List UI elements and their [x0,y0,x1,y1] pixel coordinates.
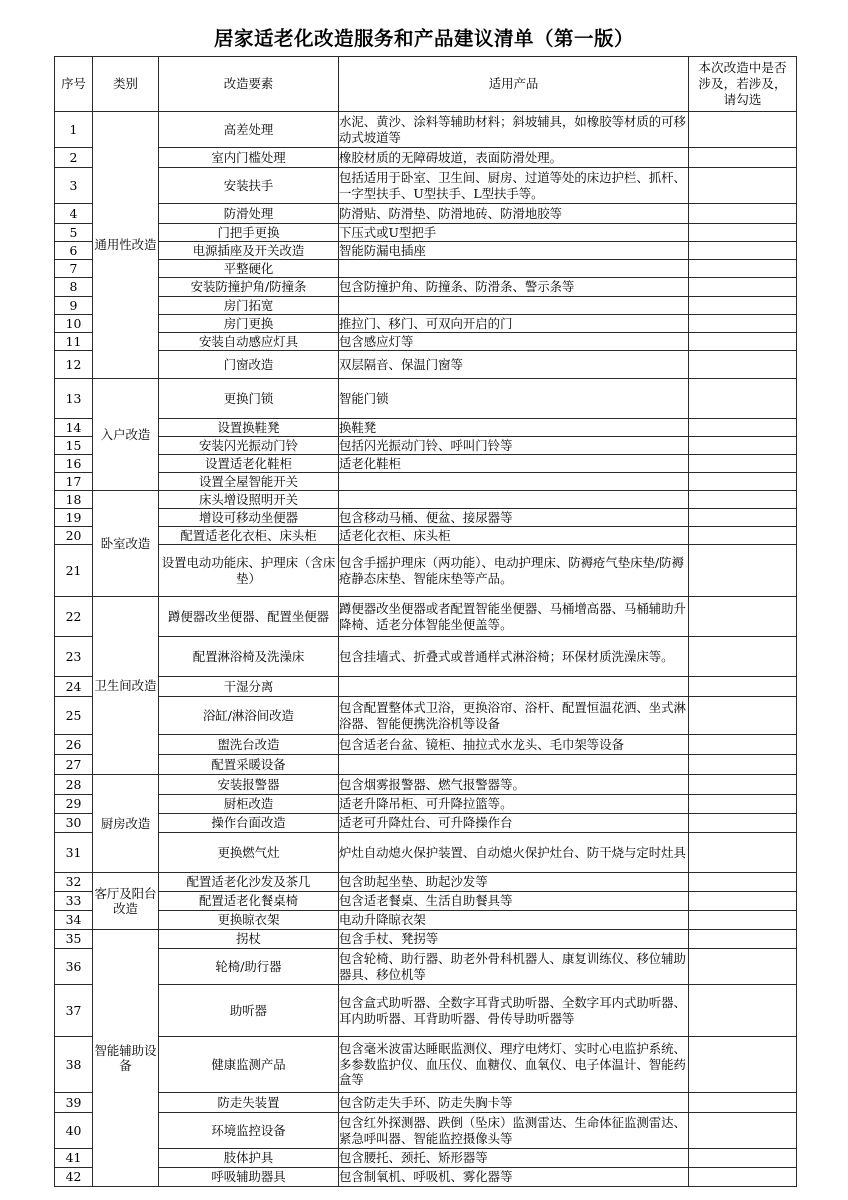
product-cell [339,473,689,491]
row-number: 15 [55,437,93,455]
row-number: 40 [55,1113,93,1149]
product-cell: 包含腰托、颈托、矫形器等 [339,1149,689,1168]
checkbox-cell[interactable] [689,1037,797,1093]
product-cell: 双层隔音、保温门窗等 [339,351,689,379]
row-number: 29 [55,795,93,814]
row-number: 10 [55,315,93,333]
row-number: 7 [55,260,93,278]
row-number: 34 [55,911,93,930]
table-row [55,112,797,148]
checkbox-cell[interactable] [689,297,797,315]
checkbox-cell[interactable] [689,1149,797,1168]
element-cell: 房门更换 [159,315,339,333]
product-cell: 适老化衣柜、床头柜 [339,527,689,545]
checkbox-cell[interactable] [689,473,797,491]
table-row [55,333,797,351]
element-cell: 配置采暖设备 [159,755,339,775]
product-cell: 橡胶材质的无障碍坡道，表面防滑处理。 [339,148,689,168]
checkbox-cell[interactable] [689,242,797,260]
checkbox-cell[interactable] [689,735,797,755]
header-element: 改造要素 [159,57,339,112]
element-cell: 安装防撞护角/防撞条 [159,278,339,297]
row-number: 19 [55,509,93,527]
element-cell: 拐杖 [159,930,339,949]
element-cell: 门把手更换 [159,224,339,242]
checkbox-cell[interactable] [689,1168,797,1187]
checkbox-cell[interactable] [689,351,797,379]
product-cell: 水泥、黄沙、涂料等辅助材料；斜坡辅具，如橡胶等材质的可移动式坡道等 [339,112,689,148]
row-number: 8 [55,278,93,297]
product-cell [339,297,689,315]
table-row [55,1037,797,1093]
table-row [55,637,797,677]
row-number: 5 [55,224,93,242]
element-cell: 健康监测产品 [159,1037,339,1093]
product-cell: 适老化鞋柜 [339,455,689,473]
row-number: 27 [55,755,93,775]
header-check: 本次改造中是否涉及，若涉及，请勾选 [689,57,797,112]
table-row [55,755,797,775]
category-cell: 厨房改造 [93,775,159,873]
product-cell [339,491,689,509]
checkbox-cell[interactable] [689,545,797,597]
table-row [55,315,797,333]
row-number: 1 [55,112,93,148]
table-row [55,873,797,892]
element-cell: 配置适老化衣柜、床头柜 [159,527,339,545]
checkbox-cell[interactable] [689,755,797,775]
row-number: 28 [55,775,93,795]
checklist-table [54,56,797,1187]
checkbox-cell[interactable] [689,1113,797,1149]
checkbox-cell[interactable] [689,509,797,527]
element-cell: 高差处理 [159,112,339,148]
row-number: 21 [55,545,93,597]
table-row [55,491,797,509]
product-cell [339,260,689,278]
checkbox-cell[interactable] [689,949,797,985]
element-cell: 防滑处理 [159,204,339,224]
row-number: 16 [55,455,93,473]
checkbox-cell[interactable] [689,315,797,333]
product-cell: 包含配置整体式卫浴，更换浴帘、浴杆、配置恒温花洒、坐式淋浴器、智能便携洗浴机等设备 [339,697,689,735]
checkbox-cell[interactable] [689,930,797,949]
category-cell: 卫生间改造 [93,597,159,775]
table-row [55,1168,797,1187]
checklist-table-container [54,56,796,1187]
table-row [55,168,797,204]
element-cell: 更换门锁 [159,379,339,419]
product-cell: 包含防撞护角、防撞条、防滑条、警示条等 [339,278,689,297]
row-number: 17 [55,473,93,491]
element-cell: 肢体护具 [159,1149,339,1168]
element-cell: 环境监控设备 [159,1113,339,1149]
row-number: 42 [55,1168,93,1187]
element-cell: 配置适老化沙发及茶几 [159,873,339,892]
product-cell: 炉灶自动熄火保护装置、自动熄火保护灶台、防干烧与定时灶具 [339,833,689,873]
checkbox-cell[interactable] [689,491,797,509]
row-number: 26 [55,735,93,755]
element-cell: 蹲便器改坐便器、配置坐便器 [159,597,339,637]
row-number: 3 [55,168,93,204]
table-row [55,677,797,697]
product-cell: 智能门锁 [339,379,689,419]
category-cell: 智能辅助设备 [93,930,159,1187]
element-cell: 盥洗台改造 [159,735,339,755]
checkbox-cell[interactable] [689,911,797,930]
row-number: 2 [55,148,93,168]
product-cell: 包含适老台盆、镜柜、抽拉式水龙头、毛巾架等设备 [339,735,689,755]
row-number: 22 [55,597,93,637]
checkbox-cell[interactable] [689,333,797,351]
element-cell: 厨柜改造 [159,795,339,814]
checkbox-cell[interactable] [689,697,797,735]
product-cell: 包含烟雾报警器、燃气报警器等。 [339,775,689,795]
table-row [55,224,797,242]
table-row [55,911,797,930]
element-cell: 室内门槛处理 [159,148,339,168]
row-number: 30 [55,814,93,833]
checkbox-cell[interactable] [689,112,797,148]
checkbox-cell[interactable] [689,795,797,814]
element-cell: 设置电动功能床、护理床（含床垫） [159,545,339,597]
row-number: 25 [55,697,93,735]
product-cell: 包含红外探测器、跌倒（坠床）监测雷达、生命体征监测雷达、紧急呼叫器、智能监控摄像头等 [339,1113,689,1149]
product-cell: 包含感应灯等 [339,333,689,351]
row-number: 6 [55,242,93,260]
row-number: 13 [55,379,93,419]
row-number: 31 [55,833,93,873]
table-row [55,455,797,473]
table-row [55,930,797,949]
element-cell: 安装扶手 [159,168,339,204]
table-row [55,892,797,911]
table-row [55,795,797,814]
product-cell: 推拉门、移门、可双向开启的门 [339,315,689,333]
category-cell: 入户改造 [93,379,159,491]
product-cell: 适老可升降灶台、可升降操作台 [339,814,689,833]
checkbox-cell[interactable] [689,419,797,437]
product-cell: 包含助起坐垫、助起沙发等 [339,873,689,892]
element-cell: 房门拓宽 [159,297,339,315]
table-row [55,985,797,1037]
element-cell: 配置淋浴椅及洗澡床 [159,637,339,677]
table-row [55,1113,797,1149]
product-cell: 包含制氧机、呼吸机、雾化器等 [339,1168,689,1187]
table-row [55,833,797,873]
element-cell: 安装报警器 [159,775,339,795]
row-number: 20 [55,527,93,545]
row-number: 41 [55,1149,93,1168]
row-number: 12 [55,351,93,379]
table-row [55,242,797,260]
row-number: 38 [55,1037,93,1093]
checkbox-cell[interactable] [689,892,797,911]
row-number: 32 [55,873,93,892]
table-row [55,949,797,985]
category-cell: 通用性改造 [93,112,159,379]
product-cell: 包含手摇护理床（两功能）、电动护理床、防褥疮气垫床垫/防褥疮静态床垫、智能床垫等产品。 [339,545,689,597]
header-row [55,57,797,112]
product-cell: 包含防走失手环、防走失胸卡等 [339,1093,689,1113]
table-row [55,509,797,527]
row-number: 36 [55,949,93,985]
category-cell: 客厅及阳台改造 [93,873,159,930]
product-cell: 下压式或U型把手 [339,224,689,242]
element-cell: 更换燃气灶 [159,833,339,873]
checkbox-cell[interactable] [689,677,797,697]
element-cell: 设置全屋智能开关 [159,473,339,491]
table-row [55,597,797,637]
table-row [55,473,797,491]
element-cell: 操作台面改造 [159,814,339,833]
table-row [55,260,797,278]
checkbox-cell[interactable] [689,985,797,1037]
table-row [55,775,797,795]
table-row [55,545,797,597]
product-cell: 包含移动马桶、便盆、接尿器等 [339,509,689,527]
checkbox-cell[interactable] [689,637,797,677]
row-number: 11 [55,333,93,351]
row-number: 9 [55,297,93,315]
element-cell: 电源插座及开关改造 [159,242,339,260]
element-cell: 浴缸/淋浴间改造 [159,697,339,735]
header-no: 序号 [55,57,93,112]
table-row [55,697,797,735]
element-cell: 呼吸辅助器具 [159,1168,339,1187]
table-row [55,278,797,297]
element-cell: 干湿分离 [159,677,339,697]
row-number: 35 [55,930,93,949]
product-cell: 包含轮椅、助行器、助老外骨科机器人、康复训练仪、移位辅助器具、移位机等 [339,949,689,985]
product-cell: 换鞋凳 [339,419,689,437]
checkbox-cell[interactable] [689,873,797,892]
row-number: 33 [55,892,93,911]
checkbox-cell[interactable] [689,168,797,204]
product-cell: 包含适老餐桌、生活自助餐具等 [339,892,689,911]
element-cell: 增设可移动坐便器 [159,509,339,527]
element-cell: 助听器 [159,985,339,1037]
product-cell: 包括适用于卧室、卫生间、厨房、过道等处的床边护栏、抓杆、一字型扶手、U型扶手、L型扶手等。 [339,168,689,204]
category-cell: 卧室改造 [93,491,159,597]
element-cell: 设置换鞋凳 [159,419,339,437]
row-number: 39 [55,1093,93,1113]
checkbox-cell[interactable] [689,833,797,873]
checkbox-cell[interactable] [689,597,797,637]
element-cell: 安装自动感应灯具 [159,333,339,351]
checkbox-cell[interactable] [689,437,797,455]
row-number: 4 [55,204,93,224]
element-cell: 防走失装置 [159,1093,339,1113]
element-cell: 门窗改造 [159,351,339,379]
table-row [55,379,797,419]
product-cell: 适老升降吊柜、可升降拉篮等。 [339,795,689,814]
product-cell: 包含手杖、凳拐等 [339,930,689,949]
checkbox-cell[interactable] [689,527,797,545]
row-number: 23 [55,637,93,677]
checkbox-cell[interactable] [689,1093,797,1113]
checkbox-cell[interactable] [689,148,797,168]
table-body [55,112,797,1187]
product-cell: 防滑贴、防滑垫、防滑地砖、防滑地胶等 [339,204,689,224]
table-row [55,527,797,545]
product-cell [339,755,689,775]
product-cell: 包含挂墙式、折叠式或普通样式淋浴椅；环保材质洗澡床等。 [339,637,689,677]
checkbox-cell[interactable] [689,775,797,795]
table-row [55,148,797,168]
element-cell: 轮椅/助行器 [159,949,339,985]
table-row [55,814,797,833]
checkbox-cell[interactable] [689,204,797,224]
element-cell: 配置适老化餐桌椅 [159,892,339,911]
table-row [55,1093,797,1113]
product-cell: 包含毫米波雷达睡眠监测仪、理疗电烤灯、实时心电监护系统、多参数监护仪、血压仪、血糖仪、血氧仪、电子体温计、智能药盒等 [339,1037,689,1093]
table-row [55,1149,797,1168]
product-cell: 电动升降晾衣架 [339,911,689,930]
element-cell: 更换晾衣架 [159,911,339,930]
page-title: 居家适老化改造服务和产品建议清单（第一版） [213,27,634,50]
row-number: 18 [55,491,93,509]
table-row [55,437,797,455]
element-cell: 平整硬化 [159,260,339,278]
product-cell: 智能防漏电插座 [339,242,689,260]
row-number: 24 [55,677,93,697]
checkbox-cell[interactable] [689,455,797,473]
header-category: 类别 [93,57,159,112]
table-row [55,297,797,315]
row-number: 14 [55,419,93,437]
table-header [55,57,797,112]
product-cell [339,677,689,697]
table-row [55,204,797,224]
checkbox-cell[interactable] [689,814,797,833]
element-cell: 安装闪光振动门铃 [159,437,339,455]
table-row [55,419,797,437]
product-cell: 包含盒式助听器、全数字耳背式助听器、全数字耳内式助听器、耳内助听器、耳背助听器、骨传导助听器等 [339,985,689,1037]
product-cell: 包括闪光振动门铃、呼叫门铃等 [339,437,689,455]
table-row [55,735,797,755]
header-product: 适用产品 [339,57,689,112]
row-number: 37 [55,985,93,1037]
table-row [55,351,797,379]
element-cell: 床头增设照明开关 [159,491,339,509]
product-cell: 蹲便器改坐便器或者配置智能坐便器、马桶增高器、马桶辅助升降椅、适老分体智能坐便盖等。 [339,597,689,637]
checkbox-cell[interactable] [689,278,797,297]
element-cell: 设置适老化鞋柜 [159,455,339,473]
checkbox-cell[interactable] [689,379,797,419]
checkbox-cell[interactable] [689,260,797,278]
checkbox-cell[interactable] [689,224,797,242]
